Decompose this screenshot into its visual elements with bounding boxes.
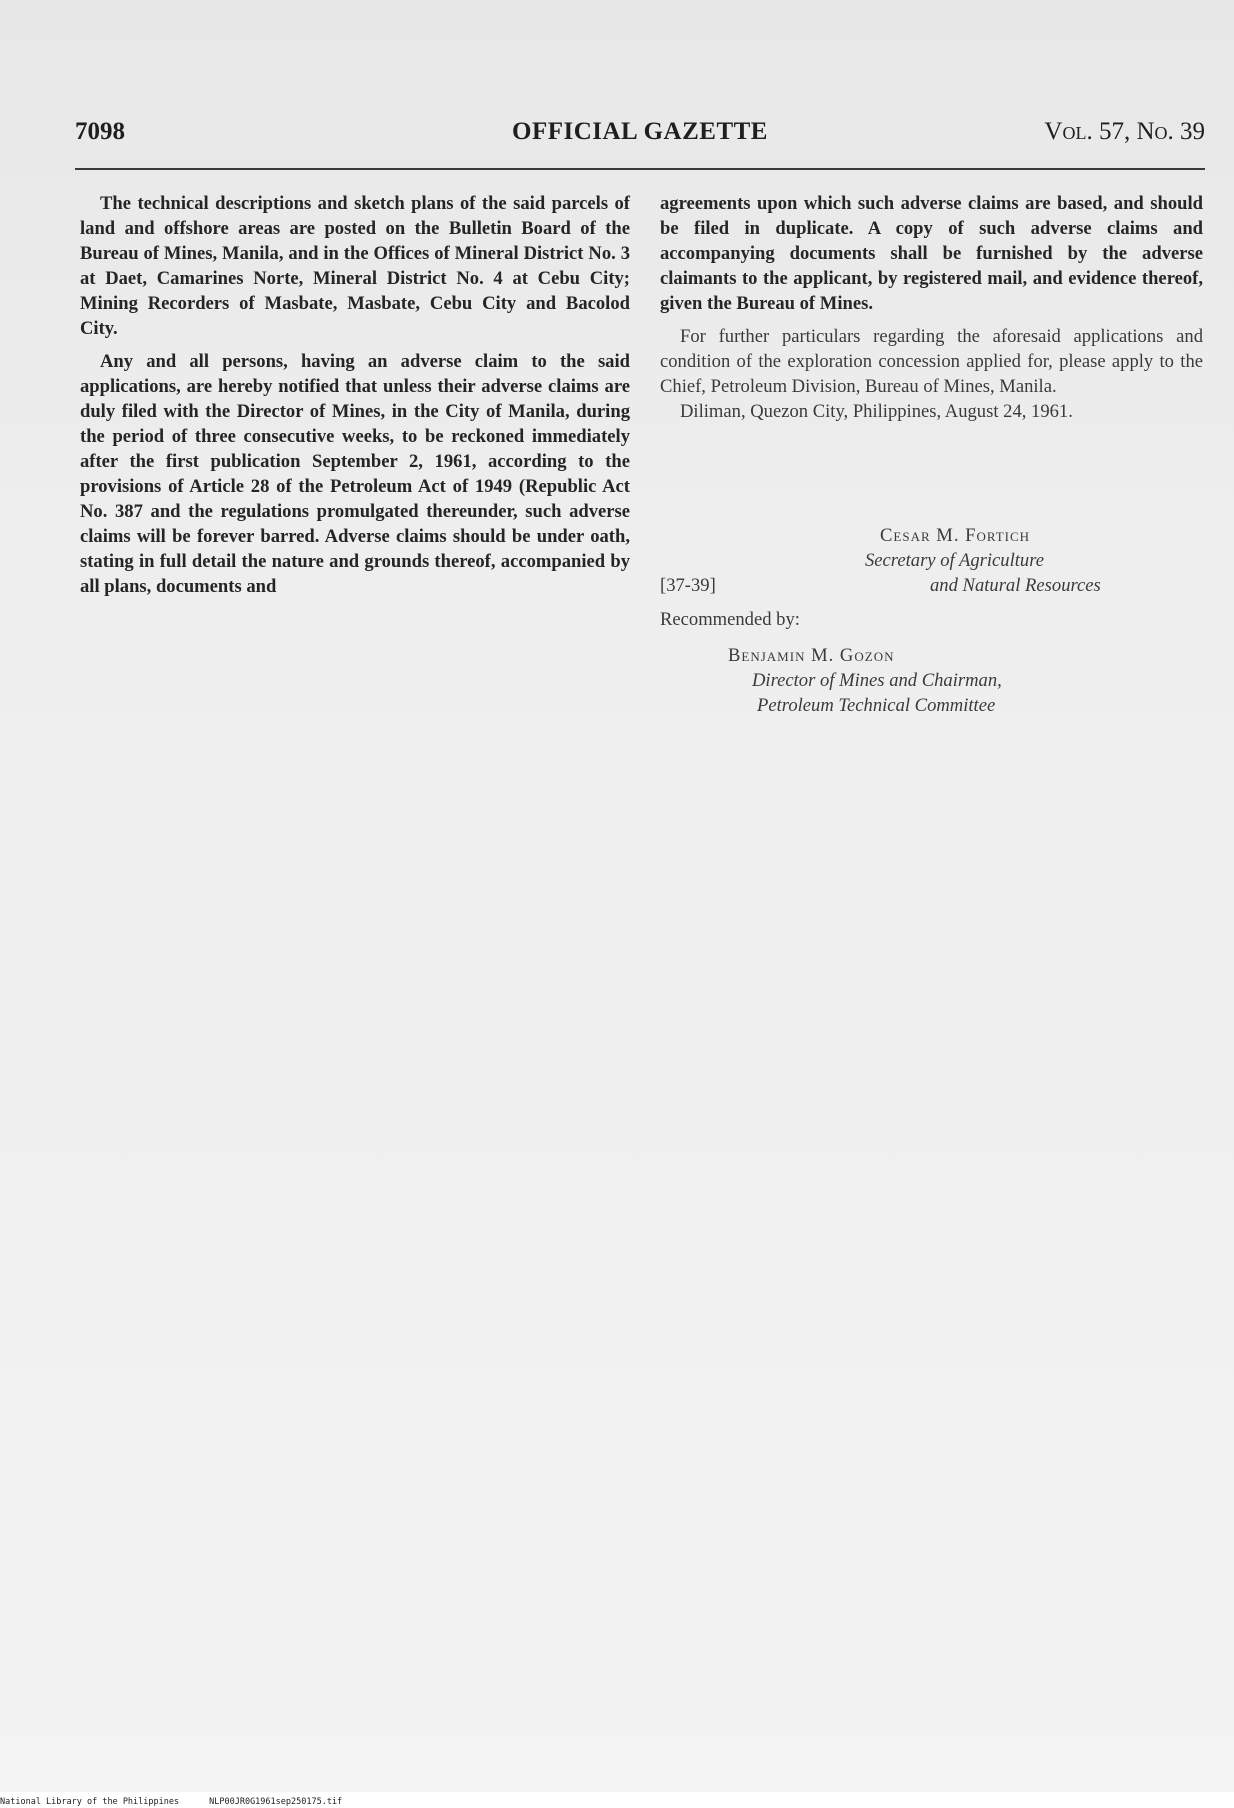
left-column bbox=[80, 191, 630, 599]
page-header bbox=[75, 110, 1205, 150]
footer-library: National Library of the Philippines bbox=[0, 1797, 180, 1807]
notice-paragraph-postings: The technical descriptions and sketch plans of the said parcels of land and offshore areas are posted on the Bulletin Board of the Bureau of Mines, Manila, and in the Offices of Mineral District No. 3 at Daet, Camarines Norte, Mineral District No. 4 at Cebu City; Mining Recorders of Masbate, Masbate, Cebu City and Bacolod City. bbox=[80, 193, 630, 339]
notice-paragraph-continuation: agreements upon which such adverse claims are based, and should be filed in duplicate. A copy of such adverse claims and accompanying documents shall be furnished by the adverse claimants to the applicant, by registered mail, and evidence thereof, given the Bureau of Mines. bbox=[660, 193, 1203, 314]
publication-title: OFFICIAL GAZETTE bbox=[512, 118, 768, 145]
signer-name: Cesar M. Fortich bbox=[880, 525, 1031, 546]
recommended-by-label: Recommended by: bbox=[660, 609, 800, 630]
page-number: 7098 bbox=[75, 118, 125, 145]
footer-file-id: NLP00JR0G1961sep250175.tif bbox=[209, 1797, 343, 1807]
recommender-title-line1: Director of Mines and Chairman, bbox=[752, 670, 1002, 691]
recommender-name: Benjamin M. Gozon bbox=[728, 645, 895, 666]
scan-footer bbox=[0, 1792, 1234, 1808]
scan-footer-text bbox=[0, 1797, 342, 1807]
right-column bbox=[660, 191, 1203, 424]
notice-paragraph-adverse-claims: Any and all persons, having an adverse claim to the said applications, are hereby notified that unless their adverse claims are duly filed with the Director of Mines, in the City of Manila, during the period of three consecutive weeks, to be reckoned immediately after the first publication September 2, 1961, according to the provisions of Article 28 of the Petroleum Act of 1949 (Republic Act No. 387 and the regulations promulgated thereunder, such adverse claims will be forever barred. Adverse claims should be under oath, stating in full detail the nature and grounds thereof, accompanied by all plans, documents and bbox=[80, 351, 630, 597]
issue-reference: [37-39] bbox=[660, 575, 716, 596]
signer-title-line2: and Natural Resources bbox=[930, 575, 1101, 596]
notice-paragraph-particulars: For further particulars regarding the aforesaid applications and condition of the exploration concession applied for, please apply to the Chief, Petroleum Division, Bureau of Mines, Manila. bbox=[660, 326, 1203, 397]
header-rule bbox=[75, 168, 1205, 170]
volume-issue: Vol. 57, No. 39 bbox=[1044, 118, 1205, 145]
recommender-title-line2: Petroleum Technical Committee bbox=[757, 695, 996, 716]
date-line: Diliman, Quezon City, Philippines, August 24, 1961. bbox=[680, 401, 1073, 422]
signer-title-line1: Secretary of Agriculture bbox=[865, 550, 1045, 571]
